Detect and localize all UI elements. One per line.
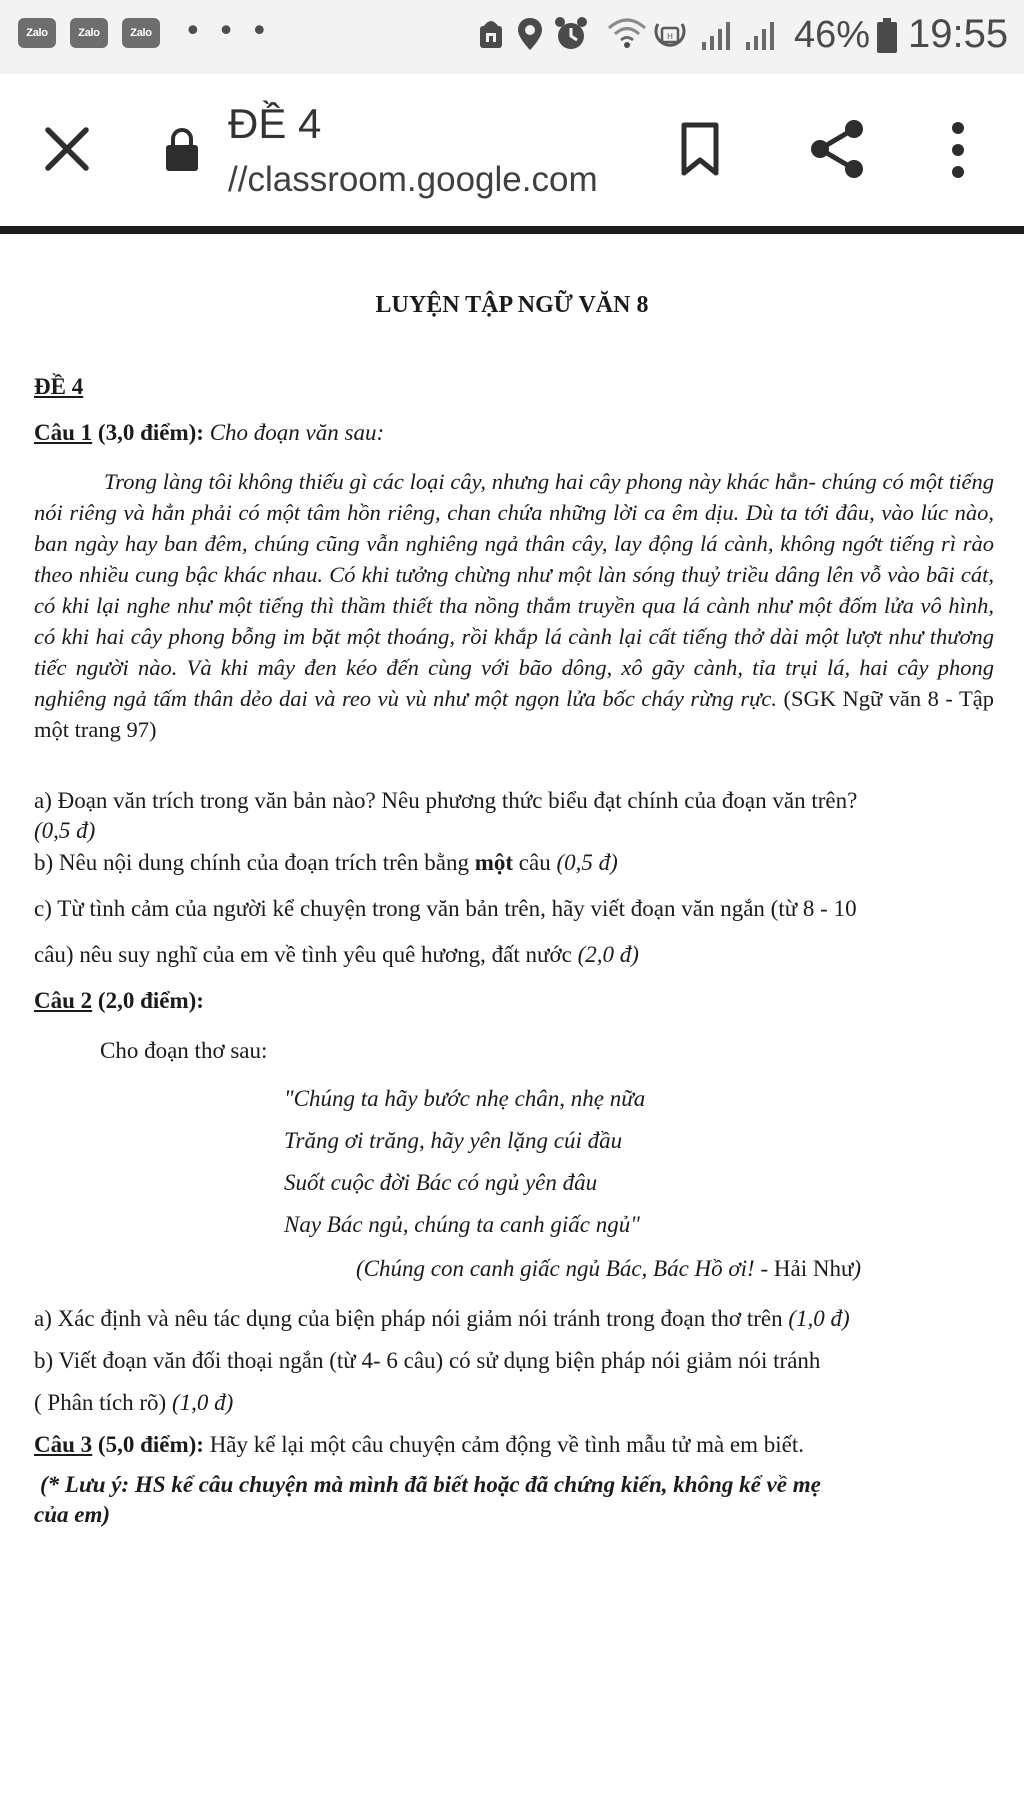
more-notifications-icon: • • • xyxy=(184,14,272,49)
passage-source: (SGK Ngữ văn 8 - Tập một trang 97) xyxy=(34,686,994,742)
location-icon xyxy=(516,16,544,52)
question-3-note-line-1: (* Lưu ý: HS kể câu chuyện mà mình đã biết hoặc đã chứng kiến, không kể về mẹ xyxy=(40,1472,821,1497)
battery-icon xyxy=(876,18,898,54)
question-1-passage xyxy=(34,466,994,745)
page-title: ĐỀ 4 xyxy=(228,100,322,147)
wifi-icon xyxy=(606,16,648,52)
question-2-intro: Cho đoạn thơ sau: xyxy=(100,1038,268,1063)
document-heading: LUYỆN TẬP NGỮ VĂN 8 xyxy=(375,292,649,318)
question-1b: b) Nêu nội dung chính của đoạn trích trên bằng một câu (0,5 đ) xyxy=(34,850,618,875)
question-points: (3,0 điểm): xyxy=(92,420,204,445)
poem-line: Trăng ơi trăng, hãy yên lặng cúi đầu xyxy=(284,1128,623,1153)
question-label: Câu 3 xyxy=(34,1432,93,1457)
question-1a-score: (0,5 đ) xyxy=(34,818,96,843)
question-2a: a) Xác định và nêu tác dụng của biện pháp nói giảm nói tránh trong đoạn thơ trên (1,0 đ) xyxy=(34,1306,850,1331)
lock-icon xyxy=(164,126,200,172)
question-points: (5,0 điểm): xyxy=(92,1432,204,1457)
battery-level: 46% xyxy=(794,14,871,56)
clock: 19:55 xyxy=(908,12,1009,56)
question-1c-line-2: câu) nêu suy nghĩ của em về tình yêu quê hương, đất nước (2,0 đ) xyxy=(34,942,639,967)
poem-line: Suốt cuộc đời Bác có ngủ yên đâu xyxy=(284,1170,598,1195)
zalo-notification-icon: Zalo xyxy=(18,18,56,48)
android-icon xyxy=(478,16,504,50)
question-prompt: Cho đoạn văn sau: xyxy=(203,420,385,445)
signal-icon xyxy=(700,16,740,52)
close-icon[interactable] xyxy=(42,124,92,174)
poem-line: Nay Bác ngủ, chúng ta canh giấc ngủ" xyxy=(284,1212,640,1237)
zalo-notification-icon: Zalo xyxy=(122,18,160,48)
document-page xyxy=(0,234,1024,1820)
question-2b-line-1: b) Viết đoạn văn đối thoại ngắn (từ 4- 6 câu) có sử dụng biện pháp nói giảm nói tránh xyxy=(34,1348,821,1373)
bookmark-icon[interactable] xyxy=(680,122,720,176)
question-3-note-line-2: của em) xyxy=(34,1502,111,1527)
zalo-notification-icon: Zalo xyxy=(70,18,108,48)
signal-icon xyxy=(744,16,784,52)
page-url: //classroom.google.com xyxy=(228,160,598,199)
question-points: (2,0 điểm): xyxy=(92,988,204,1013)
question-2b-line-2: ( Phân tích rõ) (1,0 đ) xyxy=(34,1390,234,1415)
app-bar-divider xyxy=(0,226,1024,234)
alarm-icon xyxy=(554,16,588,52)
question-label: Câu 2 xyxy=(34,988,93,1013)
question-1-header xyxy=(34,420,384,446)
exam-label: ĐỀ 4 xyxy=(34,374,84,399)
question-prompt: Hãy kể lại một câu chuyện cảm động về tình mẫu tử mà em biết. xyxy=(203,1432,805,1457)
question-1c-line-1: c) Từ tình cảm của người kể chuyện trong văn bản trên, hãy viết đoạn văn ngắn (từ 8 - 10 xyxy=(34,896,857,921)
question-3-header xyxy=(34,1432,804,1458)
question-1a: a) Đoạn văn trích trong văn bản nào? Nêu phương thức biểu đạt chính của đoạn văn trên? xyxy=(34,788,858,813)
status-bar xyxy=(0,0,1024,74)
poem-line: "Chúng ta hãy bước nhẹ chân, nhẹ nữa xyxy=(284,1086,646,1111)
data-saver-icon xyxy=(654,16,686,52)
passage-text: Trong làng tôi không thiếu gì các loại cây, nhưng hai cây phong này khác hẳn- chúng có một tiếng nói riêng và hẳn phải có một tâm hồn riêng, chan chứa những lời ca êm dịu. Dù ta tới đâu, vào lúc nào, ban ngày hay ban đêm, chúng cũng vẫn nghiêng ngả thân cây, lay động lá cành, không ngớt tiếng rì rào theo nhiều cung bậc khác nhau. Có khi tưởng chừng như một làn sóng thuỷ triều dâng lên vỗ vào bãi cát, có khi lại nghe như một tiếng thì thầm thiết tha nồng thắm truyền qua lá cành như một đốm lửa vô hình, có khi hai cây phong bỗng im bặt một thoáng, rồi khắp lá cành lại cất tiếng thở dài một lượt như thương tiếc người nào. Và khi mây đen kéo đến cùng với bão dông, xô gãy cành, tỉa trụi lá, hai cây phong nghiêng ngả tấm thân dẻo dai và reo vù vù như một ngọn lửa bốc cháy rừng rực. xyxy=(34,469,994,711)
question-2-header xyxy=(34,988,204,1014)
svg-text:H: H xyxy=(666,32,674,41)
app-bar xyxy=(0,74,1024,228)
poem-source: (Chúng con canh giấc ngủ Bác, Bác Hồ ơi! - Hải Như) xyxy=(356,1256,862,1281)
more-vert-icon[interactable] xyxy=(946,120,970,180)
share-icon[interactable] xyxy=(808,118,866,180)
question-label: Câu 1 xyxy=(34,420,93,445)
